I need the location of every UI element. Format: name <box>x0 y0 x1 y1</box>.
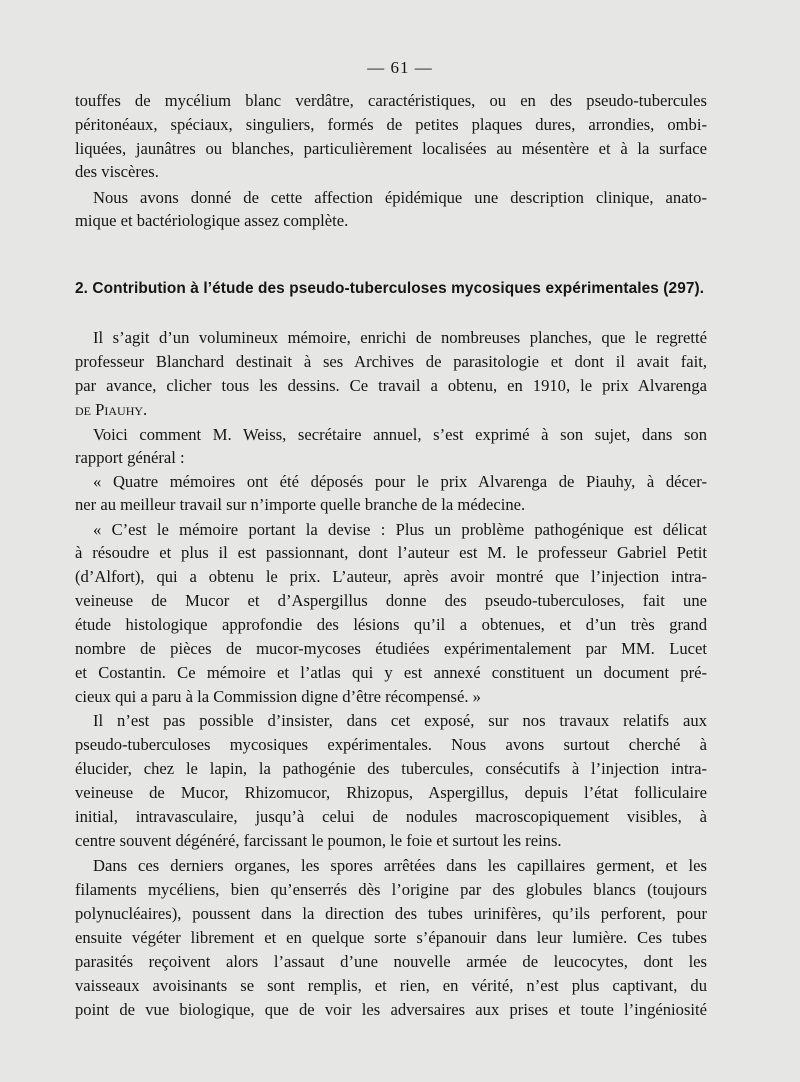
text-line: professeur Blanchard destinait à ses Archives de parasitologie et dont il avait fait, <box>75 352 707 371</box>
text-line: mique et bactériologique assez complète. <box>75 211 349 230</box>
text-line: veineuse de Mucor et d’Aspergillus donne des pseudo-tuberculoses, fait une <box>75 591 707 610</box>
text-line: veineuse de Mucor, Rhizomucor, Rhizopus, Aspergillus, depuis l’état folliculaire <box>75 783 707 802</box>
text-line: « Quatre mémoires ont été déposés pour le prix Alvarenga de Piauhy, à décer- <box>93 472 707 491</box>
text-line: Il n’est pas possible d’insister, dans cet exposé, sur nos travaux relatifs aux <box>93 711 707 730</box>
text-line: rapport général : <box>75 448 185 467</box>
text-line: filaments mycéliens, bien qu’enserrés dès l’origine par des globules blancs (toujours <box>75 880 707 899</box>
text-line: point de vue biologique, que de voir les adversaires aux prises et toute l’ingéniosité <box>75 1000 707 1019</box>
text-line: Voici comment M. Weiss, secrétaire annuel, s’est exprimé à son sujet, dans son <box>93 425 707 444</box>
text-line: Il s’agit d’un volumineux mémoire, enrichi de nombreuses planches, que le regretté <box>93 328 707 347</box>
text-line: pseudo-tuberculoses mycosiques expérimentales. Nous avons surtout cherché à <box>75 735 707 754</box>
text-line: « C’est le mémoire portant la devise : Plus un problème pathogénique est délicat <box>93 520 707 539</box>
text-line: de Piauhy. <box>75 400 148 419</box>
text-line: à résoudre et plus il est passionnant, dont l’auteur est M. le professeur Gabriel Petit <box>75 543 707 562</box>
text-line: centre souvent dégénéré, farcissant le poumon, le foie et surtout les reins. <box>75 831 562 850</box>
text-line: initial, intravasculaire, jusqu’à celui de nodules macroscopiquement visibles, à <box>75 807 707 826</box>
text-line: étude histologique approfondie des lésions qu’il a obtenues, et d’un très grand <box>75 615 707 634</box>
text-line: ner au meilleur travail sur n’importe quelle branche de la médecine. <box>75 495 526 514</box>
text-line: Nous avons donné de cette affection épidémique une description clinique, anato- <box>93 188 707 207</box>
text-line: (d’Alfort), qui a obtenu le prix. L’auteur, après avoir montré que l’injection intra- <box>75 567 707 586</box>
text-line: des viscères. <box>75 162 159 181</box>
text-line: vaisseaux avoisinants se sont remplis, et rien, en vérité, n’est plus captivant, du <box>75 976 707 995</box>
text-line: élucider, chez le lapin, la pathogénie des tubercules, consécutifs à l’injection intra- <box>75 759 707 778</box>
text-line: touffes de mycélium blanc verdâtre, caractéristiques, ou en des pseudo-tubercules <box>75 91 707 110</box>
text-line: liquées, jaunâtres ou blanches, particulièrement localisées au mésentère et à la surface <box>75 139 707 158</box>
text-line: parasités reçoivent alors l’assaut d’une nouvelle armée de leucocytes, dont les <box>75 952 707 971</box>
text-line: péritonéaux, spéciaux, singuliers, formés de petites plaques dures, arrondies, ombi- <box>75 115 707 134</box>
text-line: ensuite végéter librement et en quelque sorte s’épanouir dans leur lumière. Ces tubes <box>75 928 707 947</box>
text-line: nombre de pièces de mucor-mycoses étudiées expérimentalement par MM. Lucet <box>75 639 707 658</box>
page-number: — 61 — <box>367 58 433 77</box>
text-line: polynucléaires), poussent dans la direction des tubes urinifères, qu’ils perforent, pour <box>75 904 707 923</box>
text-line: par avance, clicher tous les dessins. Ce travail a obtenu, en 1910, le prix Alvarenga <box>75 376 707 395</box>
text-line: Dans ces derniers organes, les spores arrêtées dans les capillaires germent, et les <box>93 856 707 875</box>
text-line: cieux qui a paru à la Commission digne d’être récompensé. » <box>75 687 481 706</box>
text-line: et Costantin. Ce mémoire et l’atlas qui y est annexé constituent un document pré- <box>75 663 707 682</box>
section-heading: 2. Contribution à l’étude des pseudo-tuberculoses mycosiques expérimentales (297). <box>75 280 705 297</box>
